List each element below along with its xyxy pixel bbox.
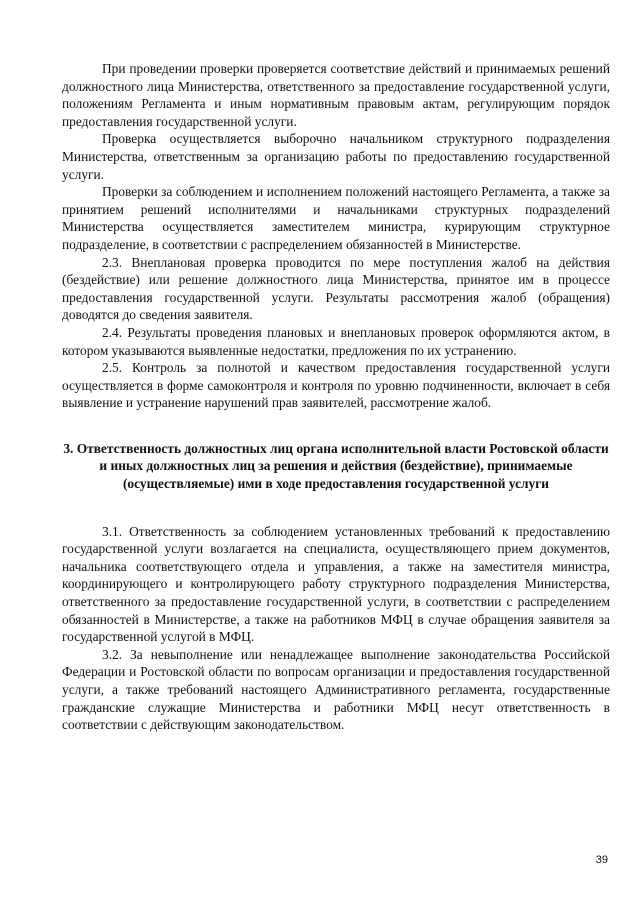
paragraph: 2.5. Контроль за полнотой и качеством предоставления государственной услуги осуществляется в форме самоконтроля и контроля по уровню подчиненности, включает в себя выявление и устранение нарушений прав заявителей, рассмотрение жалоб. <box>62 360 610 411</box>
section-heading: 3. Ответственность должностных лиц органа исполнительной власти Ростовской области и иных должностных лиц за решения и действия (бездействие), принимаемые (осуществляемые) ими в ходе предоставления государственной услуги <box>63 440 609 492</box>
document-body <box>62 60 610 734</box>
paragraph: При проведении проверки проверяется соответствие действий и принимаемых решений должностного лица Министерства, ответственного за предоставление государственной услуги, положениям Регламента и иным нормативным правовым актам, регулирующим порядок предоставления государственной услуги. <box>62 61 610 129</box>
paragraph: Проверка осуществляется выборочно начальником структурного подразделения Министерства, ответственным за организацию работы по предоставлению государственной услуги. <box>62 131 610 182</box>
paragraph: Проверки за соблюдением и исполнением положений настоящего Регламента, а также за принятием решений исполнителями и начальниками структурных подразделений Министерства осуществляется заместителем министра, курирующим структурное подразделение, в соответствии с распределением обязанностей в Министерстве. <box>62 184 610 252</box>
paragraph: 2.4. Результаты проведения плановых и внеплановых проверок оформляются актом, в котором указываются выявленные недостатки, предложения по их устранению. <box>62 324 610 358</box>
paragraph: 2.3. Внеплановая проверка проводится по мере поступления жалоб на действия (бездействие) или решение должностного лица Министерства, принятое им в процессе предоставления государственной услуги. Результаты рассмотрения жалоб (обращения) доводятся до сведения заявителя. <box>62 254 610 323</box>
page-number: 39 <box>595 854 608 866</box>
paragraph: 3.2. За невыполнение или ненадлежащее выполнение законодательства Российской Федерации и Ростовской области по вопросам организации и предоставления государственной услуги, а также требований настоящего Административного регламента, государственные гражданские служащие Министерства и работники МФЦ несут ответственность в соответствии с действующим законодательством. <box>62 646 610 733</box>
paragraph: 3.1. Ответственность за соблюдением установленных требований к предоставлению государственной услуги возлагается на специалиста, осуществляющего прием документов, начальника соответствующего отдела и управления, а также на заместителя министра, координирующего и контролирующего работу структурного подразделения Министерства, ответственного за предоставление государственной услуги, в соответствии с распределением обязанностей в Министерстве, а также на работников МФЦ в случае обращения заявителя за государственной услугой в МФЦ. <box>62 523 610 645</box>
